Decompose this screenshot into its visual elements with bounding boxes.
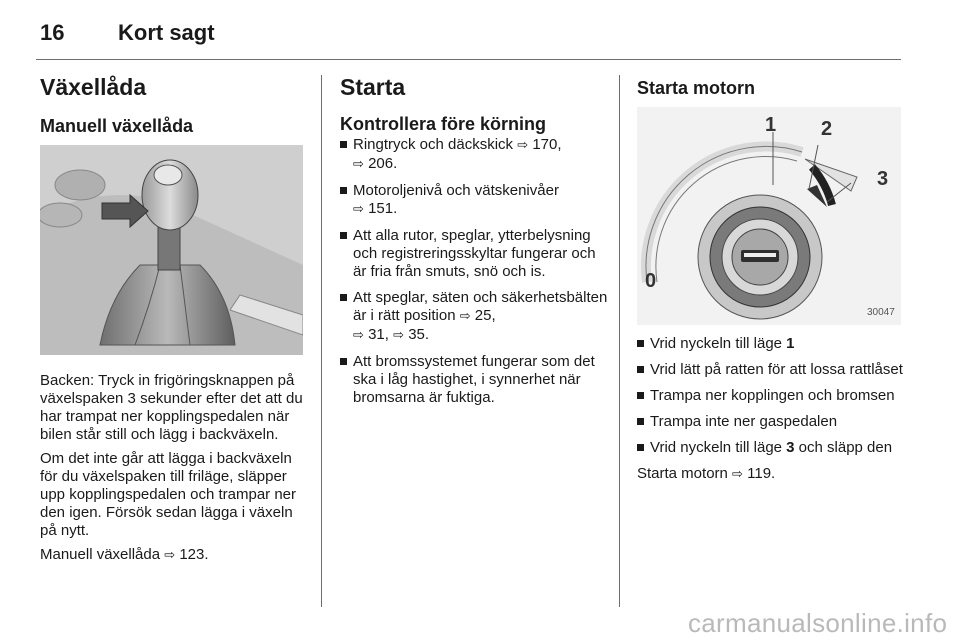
page-number: 16 bbox=[40, 20, 65, 45]
page-ref-icon: ⇨ bbox=[517, 138, 529, 153]
gear-lever-illustration bbox=[40, 145, 303, 355]
position-label-3: 3 bbox=[877, 168, 889, 190]
list-item: Trampa ner kopplingen och bromsen bbox=[637, 387, 903, 405]
column-transmission-body bbox=[40, 372, 304, 565]
reverse-gear-paragraph: Backen: Tryck in frigöringsknappen på växelspaken 3 sekunder efter det att du har trampat ner kopplingspedalen när bilen står still och lägg i backväxeln. bbox=[40, 372, 303, 443]
page-ref-link[interactable]: 31, bbox=[368, 326, 394, 343]
page-ref-icon: ⇨ bbox=[732, 467, 743, 482]
column-start-engine-body bbox=[637, 335, 903, 484]
subsection-title-manual: Manuell växellåda bbox=[40, 116, 194, 136]
subsection-title-checks: Kontrollera före körning bbox=[340, 114, 547, 134]
column-divider-2 bbox=[619, 75, 620, 607]
section-title-transmission: Växellåda bbox=[40, 74, 147, 100]
page-ref-icon: ⇨ bbox=[459, 309, 471, 324]
page-ref-link[interactable]: 151. bbox=[368, 200, 398, 217]
watermark: carmanualsonline.info bbox=[688, 608, 948, 638]
page-ref-link[interactable]: 123. bbox=[179, 546, 209, 563]
running-title: Kort sagt bbox=[118, 20, 215, 45]
header-rule bbox=[36, 59, 901, 60]
page-ref-link[interactable]: 206. bbox=[368, 155, 398, 172]
start-engine-ref: Starta motorn ⇨ 119. bbox=[637, 465, 776, 482]
position-label-2: 2 bbox=[821, 118, 833, 140]
page-ref-link[interactable]: 35. bbox=[408, 326, 430, 343]
page-ref-link[interactable]: 25, bbox=[474, 307, 496, 324]
column-transmission bbox=[40, 72, 304, 138]
list-item: Motoroljenivå och vätskenivåer ⇨ 151. bbox=[340, 182, 608, 219]
page-ref-link[interactable]: 170, bbox=[532, 136, 562, 153]
position-label-0: 0 bbox=[645, 270, 657, 292]
page-ref-link[interactable]: 119. bbox=[747, 465, 776, 482]
section-title-starting: Starta bbox=[340, 74, 406, 100]
list-item: Att alla rutor, speglar, ytterbelysning och registreringsskyltar fungerar och är fria från smuts, snö och is. bbox=[340, 227, 608, 281]
column-start-engine bbox=[637, 72, 903, 100]
page-ref-icon: ⇨ bbox=[164, 548, 176, 563]
figure-code: 30047 bbox=[867, 307, 895, 318]
page-header bbox=[36, 18, 901, 62]
page-ref-icon: ⇨ bbox=[353, 202, 364, 217]
list-item: Att bromssystemet fungerar som det ska i låg hastighet, i synnerhet när bromsarna är fuktiga. bbox=[340, 353, 608, 407]
section-title-start-engine: Starta motorn bbox=[637, 78, 756, 98]
gear-lever-drawing bbox=[40, 145, 303, 355]
list-item: Ringtryck och däckskick ⇨ 170, ⇨ 206. bbox=[340, 136, 608, 174]
page-ref-icon: ⇨ bbox=[353, 328, 364, 343]
list-item: Vrid nyckeln till läge 3 och släpp den bbox=[637, 439, 903, 457]
column-starting bbox=[340, 72, 608, 415]
start-engine-steps bbox=[637, 335, 903, 457]
list-item: Vrid nyckeln till läge 1 bbox=[637, 335, 903, 353]
retry-paragraph: Om det inte går att lägga i backväxeln för du växelspaken till friläge, släpper upp kopplingspedalen och trampar ner den igen. Försök sedan lägga i växeln på nytt. bbox=[40, 450, 297, 539]
page-ref-icon: ⇨ bbox=[393, 328, 405, 343]
page-ref-icon: ⇨ bbox=[353, 157, 364, 172]
manual-transmission-ref: Manuell växellåda ⇨ 123. bbox=[40, 546, 209, 563]
list-item: Att speglar, säten och säkerhetsbälten är i rätt position ⇨ 25, ⇨ 31, ⇨ 35. bbox=[340, 289, 608, 345]
list-item: Vrid lätt på ratten för att lossa rattlåset bbox=[637, 361, 903, 379]
ignition-illustration bbox=[637, 107, 901, 325]
column-divider-1 bbox=[321, 75, 322, 607]
position-label-1: 1 bbox=[765, 114, 777, 136]
ignition-switch-drawing bbox=[637, 107, 901, 325]
pre-drive-checklist bbox=[340, 136, 608, 407]
list-item: Trampa inte ner gaspedalen bbox=[637, 413, 903, 431]
